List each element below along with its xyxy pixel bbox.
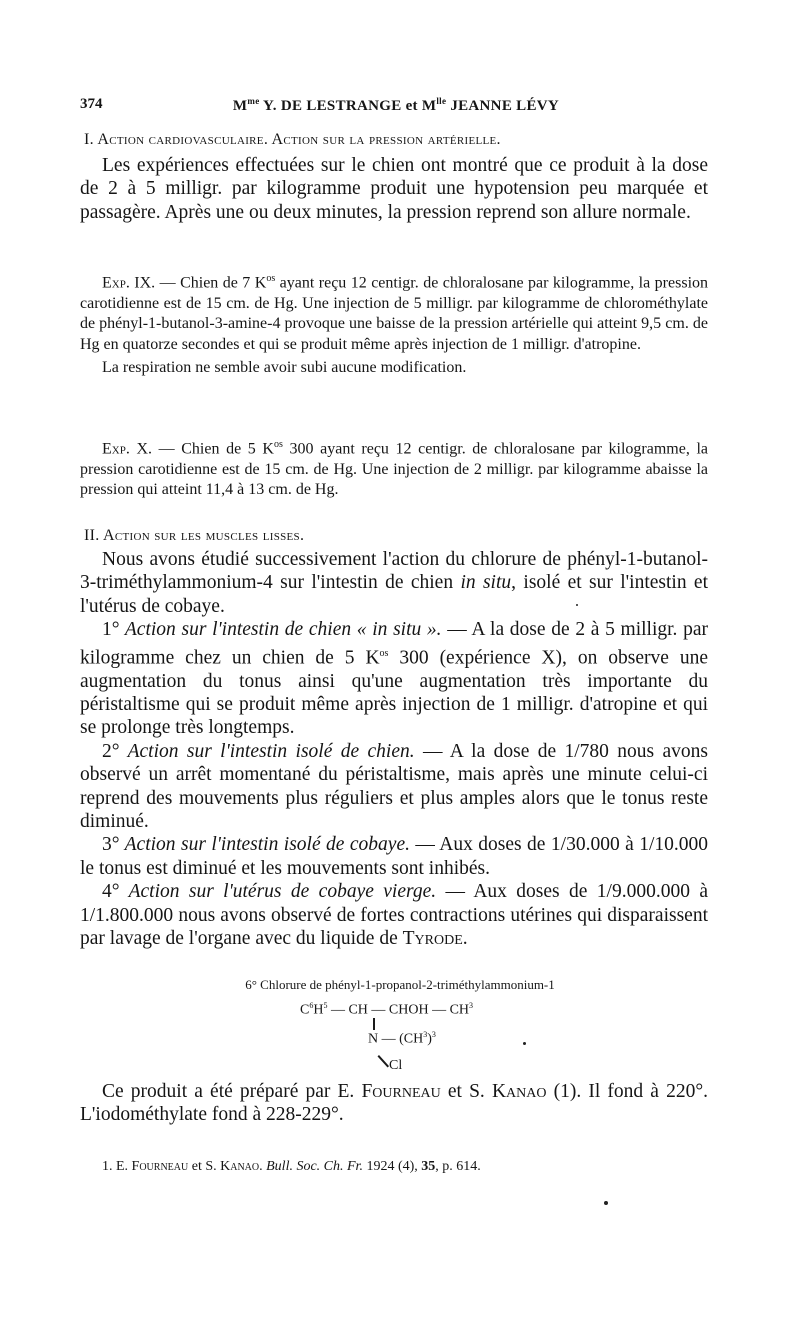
item-guinea-pig-intestine: 3° Action sur l'intestin isolé de cobaye. — Aux doses de 1/30.000 à 1/10.000 le tonus est diminué et les mouvements sont inhibés. — [80, 834, 709, 879]
respiration-note: La respiration ne semble avoir subi aucune modification. — [102, 358, 467, 376]
footnote-text: 1. E. Fourneau et S. Kanao. Bull. Soc. Ch. Fr. 1924 (4), 35, p. 614. — [102, 1159, 481, 1174]
footnote — [80, 1158, 708, 1176]
item-dog-intestine-isolated: 2° Action sur l'intestin isolé de chien. — A la dose de 1/780 nous avons observé un arrêt momentané du péristaltisme, mais après une minute celui-ci reprend des mouvements plus réguliers et plus amples alors que le tonus reste diminué. — [80, 740, 708, 832]
compound-6-paragraph-block — [80, 1080, 708, 1127]
scan-speck — [576, 604, 578, 606]
experiment-ix-text: Exp. IX. — Chien de 7 $K^{os}$ ayant reçu 12 centigr. de chloralosane par kilogramme, la pression carotidienne est de 15 cm. de Hg. Une injection de 5 milligr. par kilogramme de chlorométhylate de phényl-1-butanol-3-amine-4 provoque une baisse de la pression artérielle qui atteint 9,5 cm. de Hg en quatorze secondes et qui se produit même après injection de 1 milligr. d'atropine. — [80, 273, 709, 353]
scan-speck — [604, 1201, 608, 1205]
running-header — [80, 96, 712, 118]
paragraph-cardiovascular: Les expériences effectuées sur le chien ont montré que ce produit à la dose de 2 à 5 milligr. par kilogramme produit une hypotension peu marquée et passagère. Après une ou deux minutes, la pression reprend son allure normale. — [80, 155, 708, 223]
section-heading-smooth-muscles: II. Action sur les muscles lisses. — [84, 527, 305, 544]
page-number: 374 — [80, 96, 103, 112]
formula-main-chain: $C^6H^5$ — CH — CHOH — $CH^3$ — [300, 1001, 474, 1018]
formula-chloride: Cl — [389, 1058, 403, 1073]
experiment-x-text: Exp. X. — Chien de 5 $K^{os}$ 300 ayant reçu 12 centigr. de chloralosane par kilogramme, la pression carotidienne est de 15 cm. de Hg. Une injection de 2 milligr. par kilogramme abaisse la pression qui atteint 11,4 à 13 cm. de Hg. — [80, 439, 709, 499]
compound-6-title: 6° Chlorure de phényl-1-propanol-2-triméthylammonium-1 — [245, 977, 555, 992]
experiment-ix-label: Exp. IX. — [102, 274, 156, 292]
section-heading-cardiovascular: I. Action cardiovasculaire. Action sur la pression artérielle. — [84, 131, 501, 148]
diagonal-bond — [378, 1055, 389, 1067]
section-smooth-muscles — [80, 526, 708, 950]
scan-speck — [523, 1042, 526, 1045]
experiment-x-label: Exp. X. — [102, 440, 153, 458]
running-head-authors: $M^{me}$ Y. DE LESTRANGE et $M^{lle}$ JEANNE LÉVY — [232, 96, 560, 114]
item-guinea-pig-uterus: 4° Action sur l'utérus de cobaye vierge. — Aux doses de 1/9.000.000 à 1/1.800.000 nous avons observé de fortes contractions utérines qui disparaissent par lavage de l'organe avec du liquide de Tyrode. — [80, 881, 708, 949]
formula-ammonium: N — $(CH^3)^3$ — [368, 1030, 436, 1047]
experiment-ix — [80, 269, 708, 378]
experiment-x — [80, 435, 708, 501]
item-dog-intestine-in-situ: 1° Action sur l'intestin de chien « in situ ». — A la dose de 2 à 5 milligr. par kilogramme chez un chien de 5 $K^{os}$ 300 (expérience X), on observe une augmentation du tonus ainsi qu'une augmentation très importante du péristaltisme qui se produit même après injection de 1 milligr. d'atropine et qui se prolonge très longtemps. — [80, 619, 708, 739]
paragraph-smooth-muscles-intro: Nous avons étudié successivement l'action du chlorure de phényl-1-butanol-3-triméthylammonium-4 sur l'intestin de chien in situ, isolé et sur l'intestin et l'utérus de cobaye. — [80, 549, 709, 617]
compound-6-paragraph: Ce produit a été préparé par E. Fourneau et S. Kanao (1). Il fond à 220°. L'iodométhylate fond à 228-229°. — [80, 1081, 709, 1126]
vertical-bond — [373, 1018, 375, 1030]
section-cardiovascular — [80, 130, 708, 224]
